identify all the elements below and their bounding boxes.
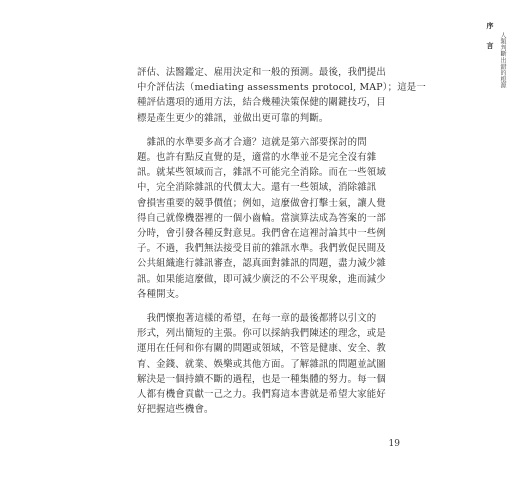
text-line: 解決是一個持續不斷的過程，也是一種集體的努力。每一個: [137, 373, 386, 385]
running-header: [478, 22, 512, 152]
body-text: [137, 65, 426, 417]
text-line: 形式，列出簡短的主張。你可以採納我們陳述的理念，或是: [137, 328, 386, 340]
paragraph-1: [137, 65, 426, 126]
running-header-subtitle: 人類判斷出錯的根源: [499, 32, 506, 89]
text-line: 得自己就像機器裡的一個小齒輪。當演算法成為答案的一部: [137, 212, 386, 224]
text-line: 訊。如果能這麼做，即可減少廣泛的不公平現象，進而減少: [137, 273, 386, 285]
text-line: 中介評估法（mediating assessments protocol, MAP）；這是一: [137, 82, 426, 94]
text-line: 子。不過，我們無法接受目前的雜訊水準。我們敦促民間及: [137, 243, 386, 255]
text-line: 種評估選項的通用方法，結合幾種決策保健的關鍵技巧，目: [137, 97, 386, 109]
text-line: 人都有機會貢獻一己之力。我們寫這本書就是希望大家能好: [137, 389, 386, 401]
text-line: 分時，會引發各種反對意見。我們會在這裡討論其中一些例: [137, 228, 386, 240]
text-line: 題。也許有點反直覺的是，適當的水準並不是完全沒有雜: [137, 152, 377, 164]
text-line: 公共組織進行雜訊審查，認真面對雜訊的問題，盡力減少雜: [137, 258, 386, 270]
text-line: 訊。就某些領域而言，雜訊不可能完全消除。而在一些領域: [137, 167, 386, 179]
paragraph-3: [137, 311, 386, 417]
text-line: 中，完全消除雜訊的代價太大。還有一些領域，消除雜訊: [137, 182, 377, 194]
text-line: 運用在任何和你有關的問題或領域，不管是健康、安全、教: [137, 343, 386, 355]
text-line: 我們懷抱著這樣的希望，在每一章的最後都將以引文的: [137, 313, 377, 325]
text-line: 雜訊的水準要多高才合適？這就是第六部要探討的問: [137, 136, 367, 148]
text-line: 會損害重要的競爭價值；例如，這麼做會打擊士氣，讓人覺: [137, 197, 386, 209]
paragraph-2: [137, 135, 386, 302]
text-line: 好把握這些機會。: [137, 404, 214, 416]
text-line: 各種開支。: [137, 288, 185, 300]
page-number: 19: [388, 439, 400, 449]
text-line: 育、金錢、就業、娛樂或其他方面。了解雜訊的問題並試圖: [137, 358, 386, 370]
text-line: 標是產生更少的雜訊，並做出更可靠的判斷。: [137, 112, 329, 124]
text-line: 評估、法醫鑑定、雇用決定和一般的預測。最後，我們提出: [137, 67, 386, 78]
running-header-title: 序 言: [486, 22, 495, 52]
